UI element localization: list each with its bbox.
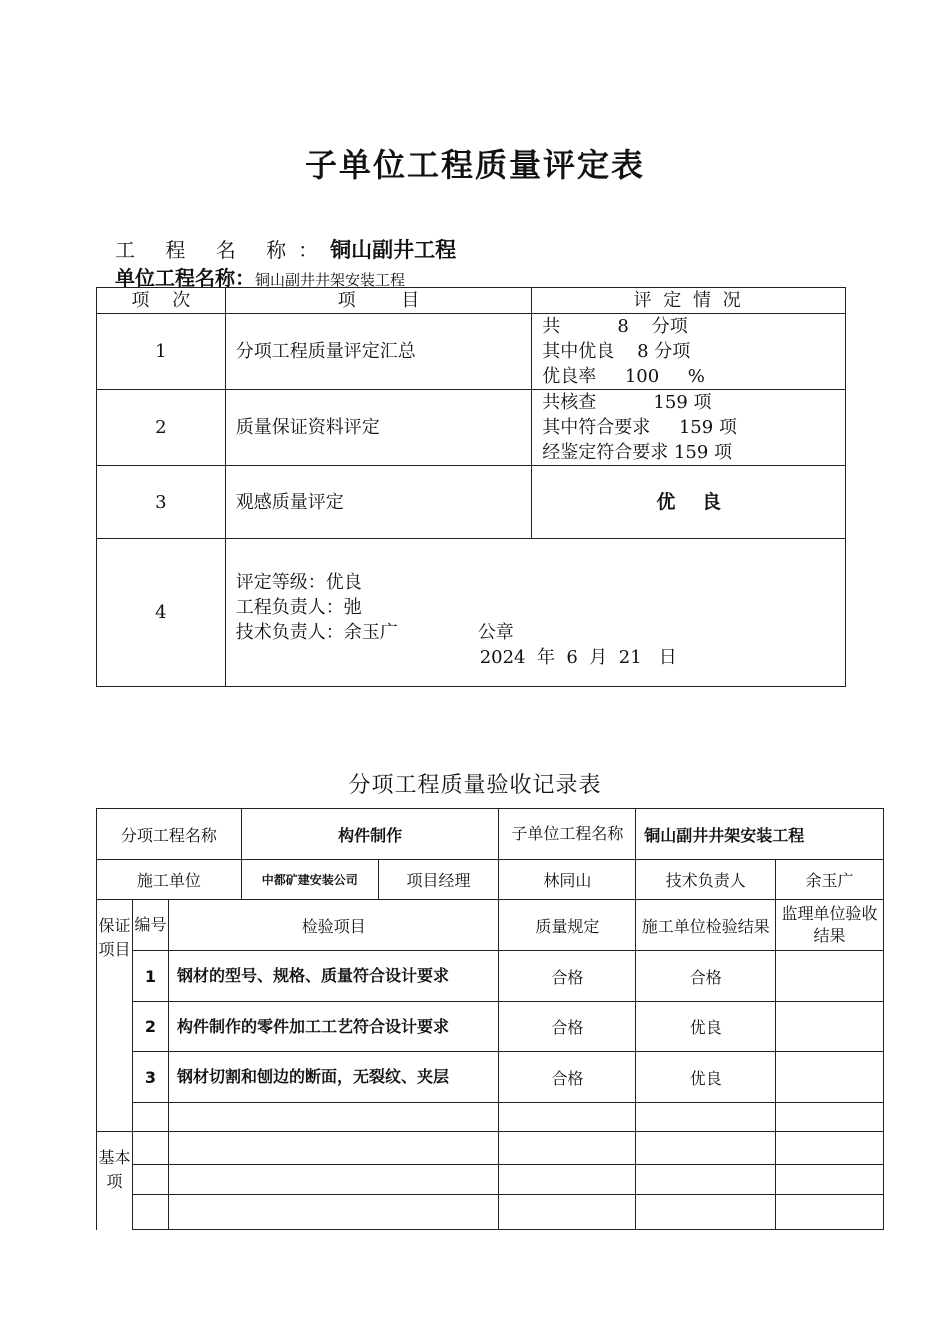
eval-row-final (97, 539, 846, 687)
eval-line: 经鉴定符合要求 159 项 (542, 442, 733, 463)
item-spec: 合格 (499, 951, 636, 1002)
table-row (97, 951, 884, 1002)
section-guarantee-label: 保证项目 (97, 900, 133, 1132)
col-header-result: 施工单位检验结果 (636, 900, 776, 951)
row-no: 3 (97, 466, 226, 539)
item-no: 2 (132, 1002, 168, 1052)
project-name-value: 铜山副井工程 (330, 238, 457, 262)
eval-line: 其中优良 8 分项 (542, 341, 691, 362)
empty-cell (636, 1132, 776, 1165)
empty-cell (132, 1195, 168, 1230)
header-evaluation: 评 定 情 况 (532, 288, 846, 314)
empty-cell (168, 1195, 499, 1230)
empty-cell (132, 1132, 168, 1165)
empty-cell (776, 1195, 884, 1230)
row-no: 1 (97, 314, 226, 390)
record-table (96, 808, 884, 1230)
eval-line: 共核查 159 项 (542, 392, 712, 413)
eval-row (97, 466, 846, 539)
row-item: 观感质量评定 (225, 466, 532, 539)
col-header-spec: 质量规定 (499, 900, 636, 951)
empty-cell (499, 1195, 636, 1230)
table-row (97, 1002, 884, 1052)
col-header-no: 编号 (132, 900, 168, 951)
row-no: 4 (97, 539, 226, 687)
rating-date: 2024 年 6 月 21 日 (479, 646, 677, 668)
table-row (97, 1052, 884, 1103)
record-header-row (97, 809, 884, 860)
item-supervisor (776, 1002, 884, 1052)
value-project-manager: 林同山 (499, 860, 636, 900)
empty-cell (636, 1195, 776, 1230)
col-header-item: 检验项目 (168, 900, 499, 951)
empty-cell (776, 1165, 884, 1195)
section-basic-label: 基本项 (97, 1132, 133, 1230)
item-spec: 合格 (499, 1002, 636, 1052)
row-item: 质量保证资料评定 (225, 390, 532, 466)
page-title: 子单位工程质量评定表 (304, 146, 645, 184)
item-no: 3 (132, 1052, 168, 1103)
row-evaluation (532, 314, 846, 390)
label-unit-name: 子单位工程名称 (499, 809, 636, 860)
empty-cell (499, 1165, 636, 1195)
value-constructor: 中都矿建安装公司 (241, 860, 378, 900)
empty-cell (132, 1165, 168, 1195)
empty-cell (132, 1103, 168, 1132)
table-row-empty (97, 1103, 884, 1132)
row-result: 优 良 (532, 466, 846, 539)
empty-cell (168, 1165, 499, 1195)
table-row-empty (97, 1132, 884, 1165)
label-sub-project: 分项工程名称 (97, 809, 242, 860)
empty-cell (636, 1165, 776, 1195)
project-name-label: 工 程 名 称： (115, 238, 331, 262)
row-item: 分项工程质量评定汇总 (225, 314, 532, 390)
item-text: 钢材的型号、规格、质量符合设计要求 (168, 951, 499, 1002)
record-title: 分项工程质量验收记录表 (348, 773, 602, 798)
evaluation-table (96, 287, 846, 687)
eval-line: 共 8 分项 (542, 316, 688, 337)
item-result: 优良 (636, 1002, 776, 1052)
row-no: 2 (97, 390, 226, 466)
eval-header-row (97, 288, 846, 314)
empty-cell (168, 1132, 499, 1165)
empty-cell (636, 1103, 776, 1132)
empty-cell (499, 1103, 636, 1132)
item-spec: 合格 (499, 1052, 636, 1103)
row-evaluation (532, 390, 846, 466)
unit-name-label: 单位工程名称： (115, 266, 255, 290)
rating-line: 工程负责人：弛 (235, 596, 362, 618)
item-supervisor (776, 951, 884, 1002)
value-sub-project: 构件制作 (241, 809, 499, 860)
header-item-no: 项 次 (97, 288, 226, 314)
eval-row (97, 314, 846, 390)
empty-cell (776, 1103, 884, 1132)
empty-cell (168, 1103, 499, 1132)
value-tech-lead: 余玉广 (776, 860, 884, 900)
item-text: 构件制作的零件加工工艺符合设计要求 (168, 1002, 499, 1052)
record-info-row (97, 860, 884, 900)
header-item: 项 目 (225, 288, 532, 314)
table-row-empty (97, 1165, 884, 1195)
label-constructor: 施工单位 (97, 860, 242, 900)
final-rating-cell (225, 539, 845, 687)
label-project-manager: 项目经理 (378, 860, 499, 900)
item-result: 优良 (636, 1052, 776, 1103)
unit-name-value: 铜山副井井架安装工程 (255, 271, 406, 289)
col-header-supervisor: 监理单位验收结果 (776, 900, 884, 951)
value-unit-name: 铜山副井井架安装工程 (636, 809, 884, 860)
eval-line: 优良率 100 % (542, 366, 705, 387)
empty-cell (499, 1132, 636, 1165)
rating-line: 评定等级：优良 (235, 571, 362, 593)
record-column-header-row (97, 900, 884, 951)
eval-line: 其中符合要求 159 项 (542, 417, 737, 438)
item-no: 1 (132, 951, 168, 1002)
item-result: 合格 (636, 951, 776, 1002)
empty-cell (776, 1132, 884, 1165)
label-tech-lead: 技术负责人 (636, 860, 776, 900)
eval-row (97, 390, 846, 466)
item-supervisor (776, 1052, 884, 1103)
project-name-line (115, 234, 456, 264)
table-row-empty (97, 1195, 884, 1230)
rating-line: 技术负责人：余玉广 公章 (235, 621, 514, 643)
item-text: 钢材切割和刨边的断面，无裂纹、夹层 (168, 1052, 499, 1103)
